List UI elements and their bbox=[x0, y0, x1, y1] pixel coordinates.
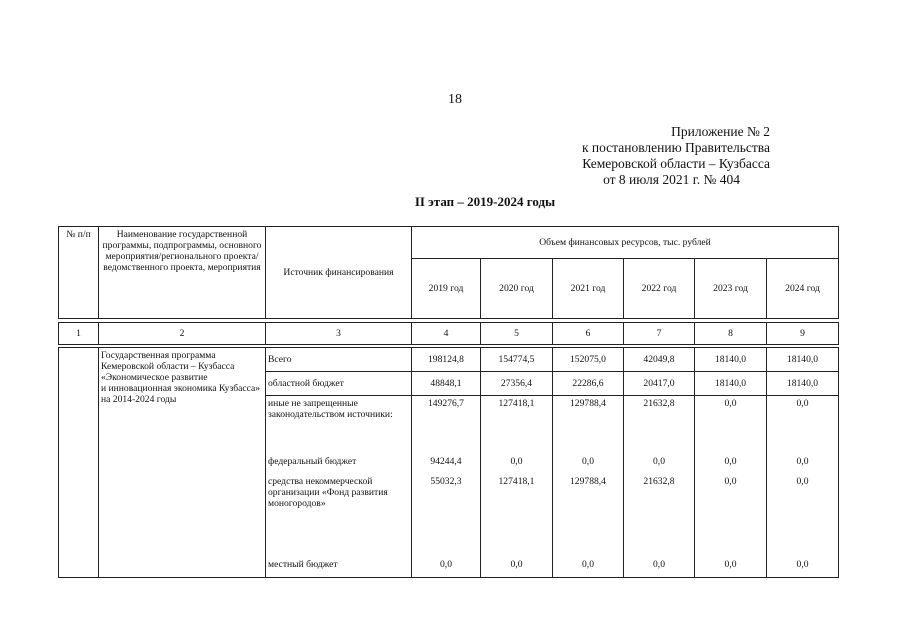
value-cell: 0,0 bbox=[767, 450, 839, 474]
value-cell: 0,0 bbox=[553, 450, 624, 474]
page-number: 18 bbox=[448, 92, 462, 107]
value-cell: 154774,5 bbox=[481, 348, 553, 372]
header-year-2023: 2023 год bbox=[695, 259, 767, 319]
col-number: 6 bbox=[553, 323, 624, 345]
header-year-2024: 2024 год bbox=[767, 259, 839, 319]
value-cell: 149276,7 bbox=[412, 396, 481, 450]
value-cell: 18140,0 bbox=[767, 372, 839, 396]
header-source: Источник финансирования bbox=[266, 227, 412, 319]
value-cell: 0,0 bbox=[767, 396, 839, 450]
value-cell: 18140,0 bbox=[695, 348, 767, 372]
header-volume: Объем финансовых ресурсов, тыс. рублей bbox=[412, 227, 839, 259]
value-cell: 0,0 bbox=[695, 474, 767, 552]
source-cell: федеральный бюджет bbox=[266, 450, 412, 474]
value-cell: 18140,0 bbox=[695, 372, 767, 396]
source-cell: областной бюджет bbox=[266, 372, 412, 396]
col-number: 5 bbox=[481, 323, 553, 345]
program-name-cell: Государственная программа Кемеровской области – Кузбасса «Экономическое развитие и инновационная экономика Кузбасса» на 2014-2024 годы bbox=[99, 348, 266, 578]
value-cell: 21632,8 bbox=[624, 396, 695, 450]
value-cell: 0,0 bbox=[695, 396, 767, 450]
source-cell: средства некоммерческой организации «Фонд развития моногородов» bbox=[266, 474, 412, 552]
value-cell: 152075,0 bbox=[553, 348, 624, 372]
appendix-line-2: к постановлению Правительства bbox=[581, 140, 770, 155]
row-num-cell bbox=[59, 348, 99, 578]
value-cell: 0,0 bbox=[481, 450, 553, 474]
value-cell: 94244,4 bbox=[412, 450, 481, 474]
value-cell: 0,0 bbox=[695, 450, 767, 474]
value-cell: 0,0 bbox=[624, 552, 695, 578]
header-name: Наименование государственной программы, подпрограммы, основного мероприятия/регионального проекта/ведомственного проекта, мероприятия bbox=[99, 227, 266, 319]
header-year-2022: 2022 год bbox=[624, 259, 695, 319]
column-number-row bbox=[59, 323, 839, 345]
col-number: 2 bbox=[99, 323, 266, 345]
source-cell: иные не запрещенные законодательством источники: bbox=[266, 396, 412, 450]
appendix-block bbox=[370, 124, 770, 188]
value-cell: 0,0 bbox=[553, 552, 624, 578]
value-cell: 18140,0 bbox=[767, 348, 839, 372]
col-number: 7 bbox=[624, 323, 695, 345]
col-number: 4 bbox=[412, 323, 481, 345]
value-cell: 48848,1 bbox=[412, 372, 481, 396]
value-cell: 129788,4 bbox=[553, 396, 624, 450]
appendix-line-4: от 8 июля 2021 г. № 404 bbox=[603, 172, 740, 187]
body-table bbox=[58, 322, 839, 578]
header-year-2021: 2021 год bbox=[553, 259, 624, 319]
header-year-2020: 2020 год bbox=[481, 259, 553, 319]
table-row bbox=[59, 348, 839, 372]
value-cell: 42049,8 bbox=[624, 348, 695, 372]
header-num: № п/п bbox=[59, 227, 99, 319]
stage-title: II этап – 2019-2024 годы bbox=[414, 194, 556, 209]
source-cell: местный бюджет bbox=[266, 552, 412, 578]
header-year-2019: 2019 год bbox=[412, 259, 481, 319]
value-cell: 129788,4 bbox=[553, 474, 624, 552]
col-number: 1 bbox=[59, 323, 99, 345]
value-cell: 21632,8 bbox=[624, 474, 695, 552]
value-cell: 0,0 bbox=[624, 450, 695, 474]
value-cell: 0,0 bbox=[767, 474, 839, 552]
value-cell: 27356,4 bbox=[481, 372, 553, 396]
appendix-line-1: Приложение № 2 bbox=[671, 124, 770, 139]
value-cell: 0,0 bbox=[481, 552, 553, 578]
col-number: 8 bbox=[695, 323, 767, 345]
value-cell: 0,0 bbox=[412, 552, 481, 578]
value-cell: 127418,1 bbox=[481, 396, 553, 450]
source-cell: Всего bbox=[266, 348, 412, 372]
col-number: 3 bbox=[266, 323, 412, 345]
header-table bbox=[58, 226, 839, 319]
value-cell: 198124,8 bbox=[412, 348, 481, 372]
value-cell: 0,0 bbox=[767, 552, 839, 578]
value-cell: 22286,6 bbox=[553, 372, 624, 396]
value-cell: 20417,0 bbox=[624, 372, 695, 396]
value-cell: 0,0 bbox=[695, 552, 767, 578]
appendix-line-3: Кемеровской области – Кузбасса bbox=[582, 156, 770, 171]
value-cell: 55032,3 bbox=[412, 474, 481, 552]
col-number: 9 bbox=[767, 323, 839, 345]
value-cell: 127418,1 bbox=[481, 474, 553, 552]
